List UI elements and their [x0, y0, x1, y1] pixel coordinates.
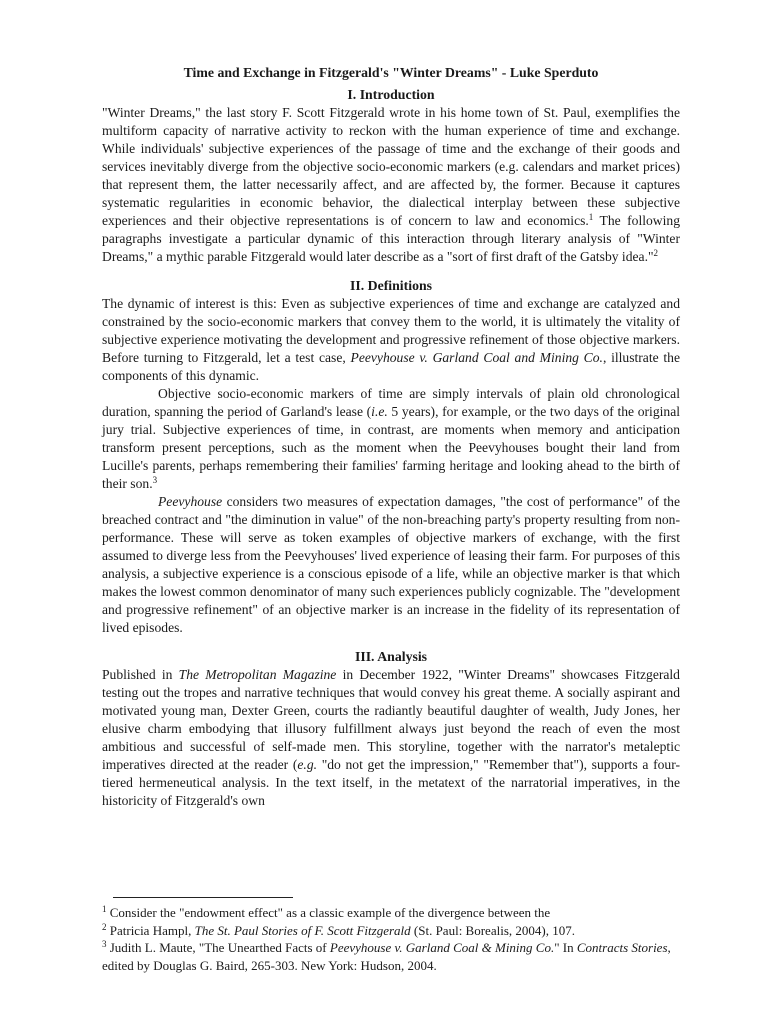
- page-title: Time and Exchange in Fitzgerald's "Winter Dreams" - Luke Sperduto: [183, 65, 599, 80]
- definitions-text-1a: The dynamic of interest is this: Even as subjective experiences of time and exchange are catalyzed and constrained by the socio-economic markers that convey them to the world, it is ultimately the vitality of subjective experience motivating the development and progressive refinement of those objective markers. Before turning to Fitzgerald, let a test case,: [102, 296, 680, 365]
- footnote-number-3: 3: [102, 939, 107, 949]
- definitions-paragraph-1: [102, 295, 680, 385]
- analysis-text-1a: Published in: [102, 667, 179, 682]
- footnote-3: [102, 939, 680, 974]
- definitions-paragraph-2: [102, 385, 680, 493]
- magazine-italic: The Metropolitan Magazine: [178, 667, 337, 682]
- eg-italic: e.g.: [297, 757, 318, 772]
- footnotes: [102, 904, 680, 974]
- ie-italic: i.e.: [371, 404, 388, 419]
- footnote-divider: [113, 897, 293, 898]
- definitions-text-2b: 5 years), for example, or the two days of the original jury trial. Subjective experiences of time, in contrast, are moments when memory and anticipation transform present perceptions, such as the moment when the Peevyhouses bought their land from Lucille's parents, perhaps remembering their families' farming heritage and looking ahead to the birth of their son.: [102, 404, 681, 491]
- intro-text-1: "Winter Dreams," the last story F. Scott Fitzgerald wrote in his home town of St. Paul, exemplifies the multiform capacity of narrative activity to reckon with the human experience of time and exchange. While individuals' subjective experiences of the passage of time and the exchange of their goods and services inevitably diverge from the objective socio-economic markers (e.g. calendars and market prices) that represent them, the latter necessarily affect, and are affected by, the former. Because it captures systematic regularities in economic behavior, the dialectical interplay between these subjective experiences and their objective representations is of concern to law and economics.: [102, 105, 680, 228]
- definitions-text-2a: Objective socio-economic markers of time are simply intervals of plain old chronological duration, spanning the period of Garland's lease (: [102, 386, 680, 419]
- analysis-paragraph: [102, 666, 680, 810]
- section-heading-introduction: I. Introduction: [347, 87, 435, 102]
- case-short-italic: Peevyhouse: [158, 494, 223, 509]
- section-heading-definitions: II. Definitions: [349, 278, 433, 293]
- footnote-text-3b: " In: [554, 940, 577, 955]
- analysis-text-1c: "do not get the impression," "Remember that"), supports a four-tiered hermeneutical analysis. In the text itself, in the metatext of the narratorial imperatives, in the historicity of Fitzgerald's own: [102, 757, 681, 808]
- definitions-text-3: considers two measures of expectation damages, "the cost of performance" of the breached contract and "the diminution in value" of the non-breaching party's property resulting from non-performance. These will serve as token examples of objective markers of exchange, with the first assumed to diverge less from the Peevyhouses' lived experience of leasing their farm. For purposes of this analysis, a subjective experience is a conscious episode of a life, while an objective marker is that which makes the lowest common denominator of many such experiences publicly cognizable. The "development and progressive refinement" of an objective marker is an increase in the fidelity of its representation of lived episodes.: [102, 494, 680, 635]
- footnote-collection-title: Contracts Stories: [576, 940, 668, 955]
- footnote-ref-2[interactable]: 2: [653, 248, 659, 258]
- footnote-number-1: 1: [102, 904, 107, 914]
- footnote-book-title: The St. Paul Stories of F. Scott Fitzgerald: [194, 922, 411, 938]
- footnote-text-3a: Judith L. Maute, "The Unearthed Facts of: [106, 940, 330, 955]
- footnote-text-2a: Patricia Hampl,: [106, 922, 195, 938]
- footnote-text-3c: , edited by Douglas G. Baird, 265-303. New York: Hudson, 2004.: [102, 940, 671, 973]
- document-body: [102, 64, 680, 810]
- footnote-number-2: 2: [102, 921, 107, 932]
- footnote-ref-1[interactable]: 1: [588, 212, 594, 222]
- definitions-text-1b: , illustrate the components of this dynamic.: [102, 350, 680, 383]
- introduction-paragraph: [102, 104, 680, 266]
- footnote-1: [102, 904, 680, 922]
- footnote-text-1: Consider the "endowment effect" as a classic example of the divergence between the: [106, 905, 551, 920]
- section-heading-analysis: III. Analysis: [354, 649, 428, 664]
- analysis-text-1b: in December 1922, "Winter Dreams" showcases Fitzgerald testing out the tropes and narrative techniques that would convey his great theme. A socially aspirant and motivated young man, Dexter Green, courts the radiantly beautiful daughter of wealth, Judy Jones, her elusive charm embodying that illusory fulfillment always just beyond the reach of even the most ambitious and successful of self-made men. This storyline, together with the narrator's metaleptic imperatives directed at the reader (: [102, 667, 680, 772]
- footnote-case-title: Peevyhouse v. Garland Coal & Mining Co.: [329, 940, 555, 955]
- case-name-italic: Peevyhouse v. Garland Coal and Mining Co.: [350, 350, 603, 365]
- footnote-ref-3[interactable]: 3: [152, 475, 158, 485]
- definitions-paragraph-3: [102, 493, 680, 637]
- footnote-text-2b: (St. Paul: Borealis, 2004), 107.: [410, 922, 575, 938]
- footnote-2: [102, 922, 680, 940]
- intro-text-2: The following paragraphs investigate a particular dynamic of this interaction through literary analysis of "Winter Dreams," a mythic parable Fitzgerald would later describe as a "sort of first draft of the Gatsby idea.": [102, 213, 680, 264]
